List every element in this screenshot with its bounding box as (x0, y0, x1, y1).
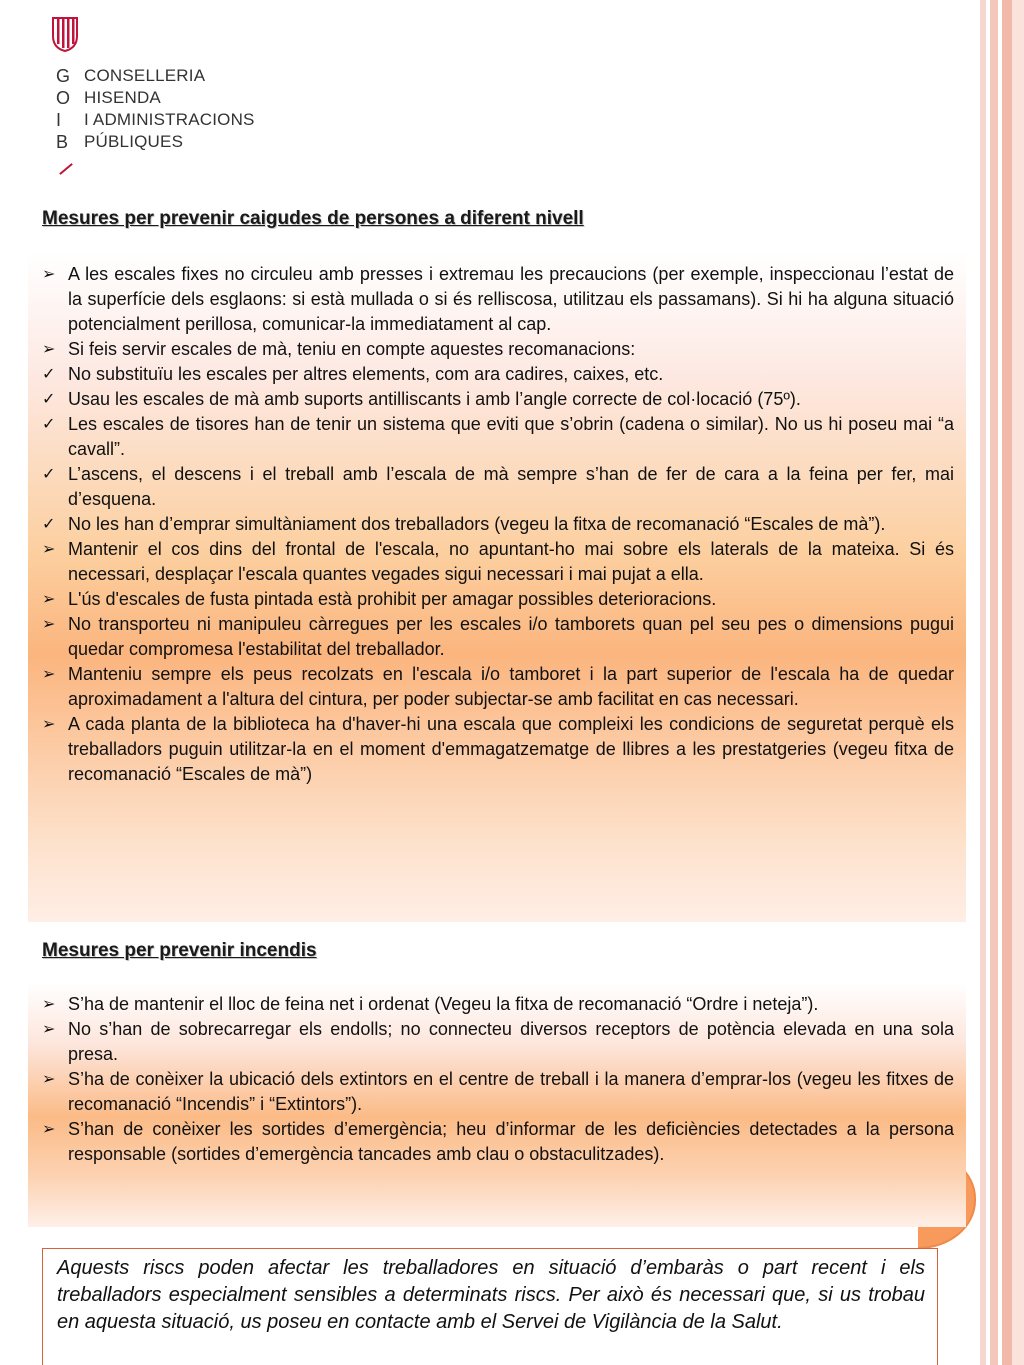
arrow-bullet-icon: ➢ (42, 666, 56, 683)
logo-word: CONSELLERIA (84, 66, 206, 85)
arrow-bullet-icon: ➢ (42, 341, 56, 358)
fire-measures-list (40, 992, 954, 1167)
list-item-text: No substituïu les escales per altres elements, com ara cadires, caixes, etc. (68, 364, 664, 384)
list-item (40, 362, 954, 387)
logo-text (52, 66, 312, 154)
list-item (40, 1017, 954, 1067)
list-item-text: A les escales fixes no circuleu amb presses i extremau les precaucions (per exemple, inspeccionau l’estat de la superfície dels esglaons: si està mullada o si és relliscosa, utilitzau els passamans). Si hi ha alguna situació potencialment perillosa, comunicar-la immediatament al cap. (68, 264, 954, 334)
arrow-bullet-icon: ➢ (42, 266, 56, 283)
logo-letter: O (56, 88, 71, 108)
list-item-text: L'ús d'escales de fusta pintada està prohibit per amagar possibles deterioracions. (68, 589, 717, 609)
list-item (40, 662, 954, 712)
list-item (40, 262, 954, 337)
list-item (40, 612, 954, 662)
list-item (40, 512, 954, 537)
arrow-bullet-icon: ➢ (42, 616, 56, 633)
list-item-text: S’han de conèixer les sortides d’emergència; heu d’informar de les deficiències detectades a la persona responsable (sortides d’emergència tancades amb clau o obstaculitzades). (68, 1119, 954, 1164)
list-item (40, 1117, 954, 1167)
logo-letter: B (56, 132, 69, 152)
logo-word: PÚBLIQUES (84, 132, 184, 151)
checkmark-icon: ✓ (42, 466, 56, 483)
list-item-text: Mantenir el cos dins del frontal de l'escala, no apuntant-ho mai sobre els laterals de la mateixa. Si és necessari, desplaçar l'escala quantes vegades sigui necessari i mai pujat a ella. (68, 539, 954, 584)
list-item (40, 712, 954, 787)
list-item-text: No les han d’emprar simultàniament dos treballadors (vegeu la fitxa de recomanació “Escales de mà”). (68, 514, 886, 534)
decorative-side-bands (980, 0, 1024, 1365)
arrow-bullet-icon: ➢ (42, 996, 56, 1013)
logo-word: HISENDA (84, 88, 161, 107)
list-item (40, 992, 954, 1017)
list-item-text: No s’han de sobrecarregar els endolls; no connecteu diversos receptors de potència elevada en una sola presa. (68, 1019, 954, 1064)
arrow-bullet-icon: ➢ (42, 591, 56, 608)
list-item (40, 1067, 954, 1117)
list-item (40, 462, 954, 512)
falls-measures-box (28, 252, 966, 922)
logo-word: I ADMINISTRACIONS (84, 110, 255, 129)
falls-measures-list (40, 262, 954, 787)
checkmark-icon: ✓ (42, 391, 56, 408)
sensitive-workers-note: Aquests riscs poden afectar les treballadores en situació d’embaràs o part recent i els treballadors especialment sensibles a determinats riscs. Per això és necessari que, si us trobau en aquesta situació, us poseu en contacte amb el Servei de Vigilància de la Salut. (42, 1248, 938, 1365)
logo-letter: I (56, 110, 62, 130)
arrow-bullet-icon: ➢ (42, 1071, 56, 1088)
section-title-fires: Mesures per prevenir incendis (42, 940, 317, 961)
list-item (40, 337, 954, 362)
section-title-falls: Mesures per prevenir caigudes de persones a diferent nivell (42, 208, 584, 229)
list-item-text: Les escales de tisores han de tenir un sistema que eviti que s’obrin (cadena o similar). No us hi poseu mai “a cavall”. (68, 414, 954, 459)
arrow-bullet-icon: ➢ (42, 1121, 56, 1138)
list-item-text: A cada planta de la biblioteca ha d'haver-hi una escala que compleixi les condicions de seguretat perquè els treballadors puguin utilitzar-la en el moment d'emmagatzematge de llibres a les prestatgeries (vegeu fitxa de recomanació “Escales de mà”) (68, 714, 954, 784)
arrow-bullet-icon: ➢ (42, 716, 56, 733)
checkmark-icon: ✓ (42, 366, 56, 383)
list-item-text: Usau les escales de mà amb suports antilliscants i amb l’angle correcte de col·locació (75º). (68, 389, 801, 409)
list-item (40, 387, 954, 412)
list-item-text: No transporteu ni manipuleu càrregues per les escales i/o tamborets quan pel seu pes o dimensions pugui quedar compromesa l'estabilitat del treballador. (68, 614, 954, 659)
list-item (40, 537, 954, 587)
fire-measures-box (28, 982, 966, 1227)
checkmark-icon: ✓ (42, 516, 56, 533)
list-item (40, 412, 954, 462)
arrow-bullet-icon: ➢ (42, 1021, 56, 1038)
arrow-bullet-icon: ➢ (42, 541, 56, 558)
list-item-text: L’ascens, el descens i el treball amb l’escala de mà sempre s’han de fer de cara a la feina per fer, mai d’esquena. (68, 464, 954, 509)
list-item-text: Manteniu sempre els peus recolzats en l'escala i/o tamboret i la part superior de l'escala ha de quedar aproximadament a l'altura del cintura, per poder subjectar-se amb facilitat en cas necessari. (68, 664, 954, 709)
list-item-text: Si feis servir escales de mà, teniu en compte aquestes recomanacions: (68, 339, 636, 359)
logo-letter: G (56, 66, 71, 86)
list-item-text: S’ha de conèixer la ubicació dels extintors en el centre de treball i la manera d’emprar-los (vegeu les fitxes de recomanació “Incendis” i “Extintors”). (68, 1069, 954, 1114)
list-item (40, 587, 954, 612)
coat-of-arms-icon (52, 16, 78, 52)
checkmark-icon: ✓ (42, 416, 56, 433)
list-item-text: S’ha de mantenir el lloc de feina net i ordenat (Vegeu la fitxa de recomanació “Ordre i neteja”). (68, 994, 819, 1014)
